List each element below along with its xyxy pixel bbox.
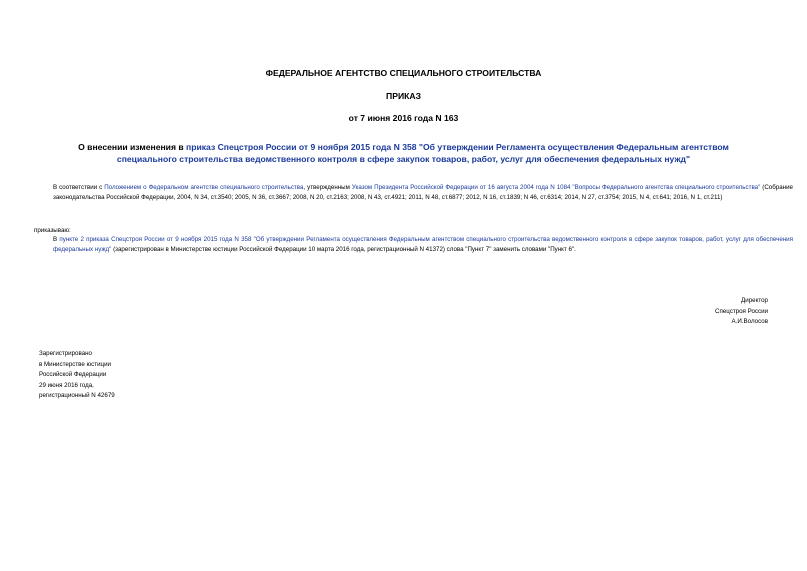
amendment-paragraph: [34, 235, 793, 255]
registration-line-2: в Министерстве юстиции: [39, 360, 112, 368]
order-heading: ПРИКАЗ: [386, 91, 421, 101]
agency-regulation-link[interactable]: Положением о Федеральном агентстве специального строительства: [104, 184, 304, 191]
registration-block: [39, 349, 115, 402]
preamble-text-1: В соответствии с: [53, 184, 105, 191]
signatory-name: А.И.Волосов: [731, 318, 768, 325]
agency-name: ФЕДЕРАЛЬНОЕ АГЕНТСТВО СПЕЦИАЛЬНОГО СТРОИТЕЛЬСТВА: [265, 68, 542, 78]
document-title: [60, 141, 747, 165]
registration-line-5: регистрационный N 42679: [39, 392, 115, 399]
amendment-text-1: В: [53, 236, 60, 243]
amended-order-link[interactable]: пункте 2 приказа Спецстроя России от 9 ноября 2015 года N 358 "Об утверждении Регламента осуществления Федеральным агентством специального строительства ведомственного контроля в сфере закупок товаров, работ, услуг для обеспечения федеральных нужд": [53, 236, 793, 253]
title-prefix: О внесении изменения в: [78, 142, 187, 152]
signature-block: [715, 296, 768, 328]
signatory-organization: Спецстроя России: [714, 307, 768, 315]
registration-line-3: Российской Федерации: [39, 371, 107, 378]
registration-line-1: Зарегистрировано: [39, 350, 92, 357]
preamble-text-3: (Собрание законодательства Российской Федерации, 2004, N 34, ст.3540; 2005, N 36, ст.3667; 2008, N 20, ст.2163; 2008, N 43, ст.4921; 2011, N 48, ст.6877; 2012, N 16, ст.1839; N 46, ст.6314; 2014, N 27, ст.3754; 2015, N 4, ст.641; 2016, N 1, ст.211): [53, 184, 793, 201]
registration-line-4: 29 июня 2016 года,: [39, 381, 94, 389]
preamble-paragraph: [34, 183, 793, 203]
signatory-position: Директор: [741, 297, 768, 304]
amendment-text-2: (зарегистрирован в Министерстве юстиции Российской Федерации 10 марта 2016 года, регистрационный N 41372) слова "Пункт 7" заменить словами "Пункт 6".: [111, 246, 576, 253]
preamble-text-2: , утвержденным: [303, 184, 352, 191]
order-date-number: от 7 июня 2016 года N 163: [348, 113, 459, 123]
presidential-decree-link[interactable]: Указом Президента Российской Федерации от 16 августа 2004 года N 1084 "Вопросы Федерального агентства специального строительства": [351, 184, 761, 191]
title-order-link[interactable]: приказ Спецстроя России от 9 ноября 2015 года N 358 "Об утверждении Регламента осуществления Федеральным агентством специального строительства ведомственного контроля в сфере закупок товаров, работ, услуг для обеспечения федеральных нужд": [116, 142, 729, 164]
order-verb: приказываю:: [34, 227, 71, 234]
